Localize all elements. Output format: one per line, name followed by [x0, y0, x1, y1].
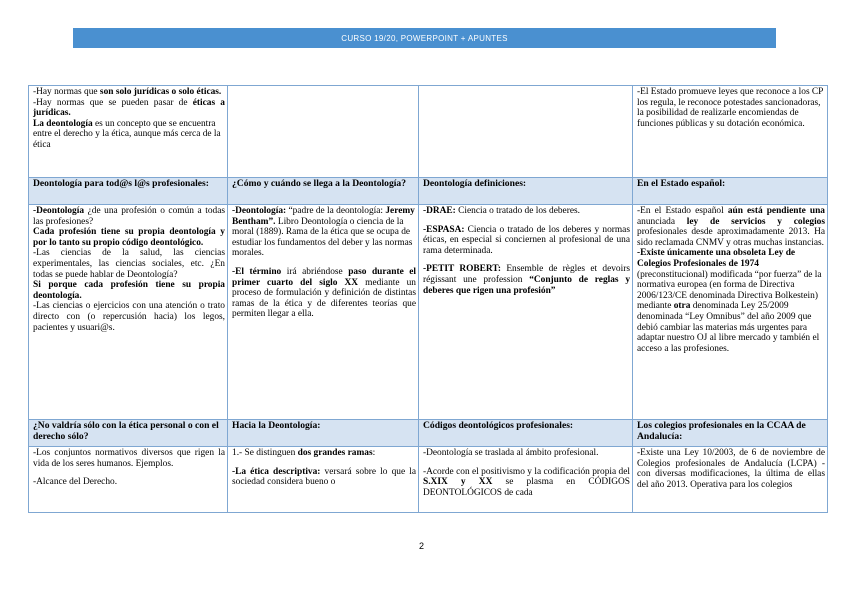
paragraph: -La ética descriptiva: versará sobre lo que la sociedad considera bueno o [232, 466, 417, 488]
table-row [29, 86, 828, 178]
paragraph: -Los conjuntos normativos diversos que rigen la vida de los seres humanos. Ejemplos. [33, 448, 225, 469]
table-header-row [29, 178, 828, 205]
header-cell: Hacia la Deontología: [228, 420, 419, 447]
paragraph: -Hay normas que son solo jurídicas o solo éticas. [33, 87, 222, 97]
paragraph: 1.- Se distinguen dos grandes ramas: [232, 448, 376, 458]
cell-origin [228, 205, 419, 420]
paragraph: -El término irá abriéndose paso durante el primer cuarto del siglo XX mediante un proceso de formulación y definición de distintas ramas de la ética y de diferentes teorías que permiten llegar a ella. [232, 266, 416, 320]
notes-table [28, 85, 828, 513]
paragraph: -PETIT ROBERT: Ensemble de règles et devoirs régissant une profession “Conjunto de reglas y deberes que rigen una profesión” [423, 264, 631, 296]
paragraph: -ESPASA: Ciencia o tratado de los deberes y normas éticas, en especial si conciernen al profesional de una rama determinada. [423, 224, 630, 256]
cell-towards-deontology [228, 447, 419, 513]
header-cell: ¿No valdría sólo con la ética personal o con el derecho sólo? [29, 420, 228, 447]
table-row [29, 447, 828, 513]
paragraph: -Deontología: “padre de la deontología: Jeremy Bentham”. Libro Deontología o ciencia de la moral (1889). Rama de la ética que se ocupa de estudiar los fundamentos del deber y las normas morales. [232, 206, 415, 259]
paragraph: La deontología es un concepto que se encuentra entre el derecho y la ética, aunque más cerca de la ética [33, 118, 221, 150]
cell-andalucia: -Existe una Ley 10/2003, de 6 de noviembre de Colegios profesionales de Andalucía (LCPA) - con diversas modificaciones, la última de ellas del año 2013. Operativa para los colegios [633, 447, 828, 513]
header-cell: Los colegios profesionales en la CCAA de Andalucía: [633, 420, 828, 447]
paragraph: -Las ciencias de la salud, las ciencias experimentales, las ciencias sociales, etc. ¿En todas se puede hablar de Deontología? [33, 248, 225, 280]
empty-cell [419, 86, 633, 178]
empty-cell [228, 86, 419, 178]
paragraph: -Hay normas que se pueden pasar de éticas a jurídicas. [33, 97, 225, 119]
paragraph: -En el Estado español aún está pendiente una anunciada ley de servicios y colegios profesionales desde aproximadamente 2013. Ha sido reclamada CNMV y otras muchas instancias. [637, 206, 826, 248]
header-cell: Deontología definiciones: [419, 178, 633, 205]
cell-codes [419, 447, 633, 513]
page-number: 2 [419, 541, 425, 551]
cell-norms [29, 86, 228, 178]
table-row [29, 205, 828, 420]
header-cell: En el Estado español: [633, 178, 828, 205]
header-cell: ¿Cómo y cuándo se llega a la Deontología? [228, 178, 419, 205]
header-cell: Códigos deontológicos profesionales: [419, 420, 633, 447]
table-header-row [29, 420, 828, 447]
paragraph: -Deontología se traslada al ámbito profesional. [423, 448, 599, 458]
paragraph: -Las ciencias o ejercicios con una atención o trato directo con (o repercusión hacia) los legos, pacientes y usuari@s. [33, 301, 225, 333]
cell-definitions [419, 205, 633, 420]
paragraph: -Acorde con el positivismo y la codificación propia del S.XIX y XX se plasma en CÓDIGOS DEONTOLÓGICOS de cada [423, 466, 630, 498]
cell-ethics-law [29, 447, 228, 513]
cell-state-laws: -El Estado promueve leyes que reconoce a los CP los regula, le reconoce potestades sancionadoras, la posibilidad de realizarle encomiendas de funciones públicas y su dotación económica. [633, 86, 828, 178]
paragraph: -Deontología ¿de una profesión o común a todas las profesiones? [33, 206, 225, 227]
paragraph: Cada profesión tiene su propia deontología y por lo tanto su propio código deontológico. [33, 227, 225, 248]
paragraph: -Alcance del Derecho. [33, 477, 118, 488]
cell-deontology-professions [29, 205, 228, 420]
header-cell: Deontología para tod@s l@s profesionales: [29, 178, 228, 205]
paragraph: -Existe únicamente una obsoleta Ley de Colegios Profesionales de 1974 (preconstitucional) modificada “por fuerza” de la normativa europea (en forma de Directiva 2006/123/CE denominada Directiva Bolkestein) mediante otra denominada Ley 25/2009 denominada “Ley Omnibus” del año 2009 que debió cambiar las materias más urgentes para adaptar nuestro OJ al libre mercado y también el acceso a las profesiones. [637, 248, 822, 354]
cell-spanish-state [633, 205, 828, 420]
course-banner: CURSO 19/20, POWERPOINT + APUNTES [73, 28, 776, 48]
paragraph: -DRAE: Ciencia o tratado de los deberes. [423, 206, 580, 216]
paragraph: Si porque cada profesión tiene su propia deontología. [33, 280, 225, 301]
